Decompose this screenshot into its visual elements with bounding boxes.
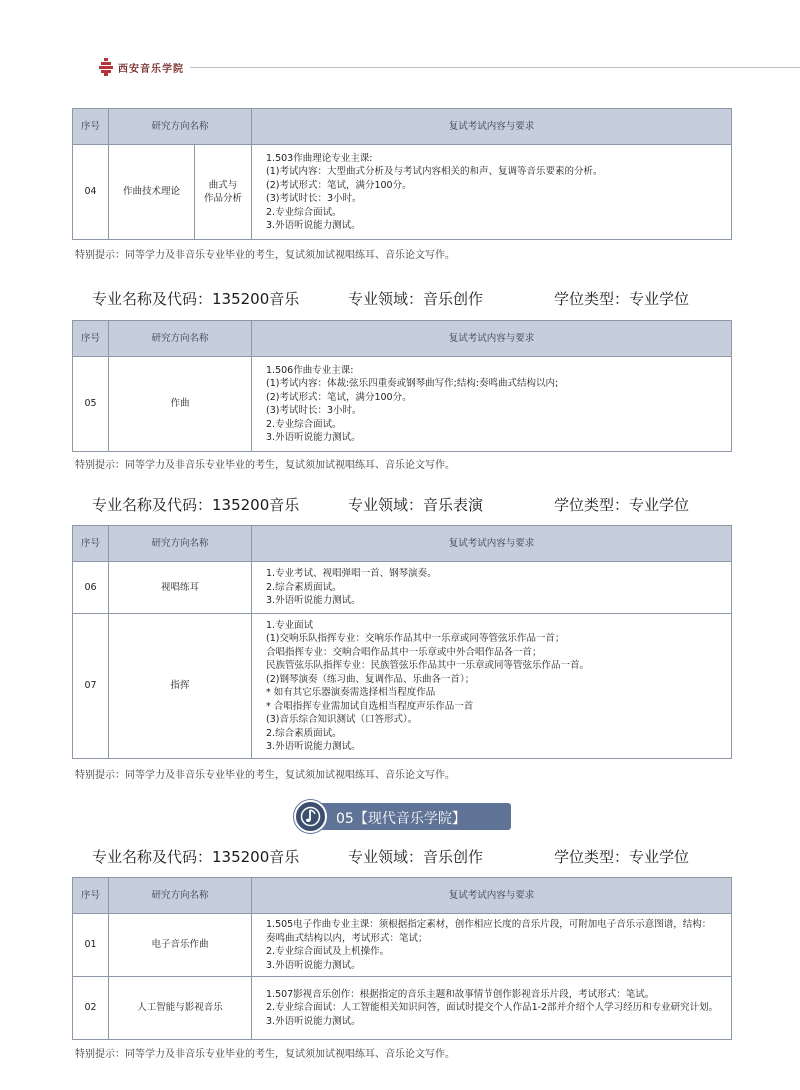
row-requirements: 1.505电子作曲专业主课：须根据指定素材，创作相应长度的音乐片段，可附加电子音乐示意图谱，结构：奏鸣曲式结构以内，考试形式：笔试； 2.专业综合面试及上机操作。 3.外语听说能力测试。 [252,914,732,977]
requirements-table-1 [72,108,732,240]
row-direction: 作曲 [109,357,252,452]
table-row [73,914,732,977]
special-note: 特别提示：同等学力及非音乐专业毕业的考生，复试须加试视唱练耳、音乐论文写作。 [75,460,455,471]
college-name: 05【现代音乐学院】 [336,811,466,827]
header-requirements: 复试考试内容与要求 [252,526,732,562]
major-code: 专业名称及代码：135200音乐 [92,290,300,308]
page-header [0,0,800,90]
row-num: 04 [73,145,109,240]
header-num: 序号 [73,878,109,914]
header-divider [190,67,800,68]
table-row [73,145,732,240]
header-num: 序号 [73,321,109,357]
row-num: 05 [73,357,109,452]
college-badge [294,800,511,833]
major-field: 专业领域：音乐表演 [348,496,484,514]
row-num: 06 [73,562,109,614]
major-field: 专业领域：音乐创作 [348,848,484,866]
table-row [73,562,732,614]
school-name: 西安音乐学院 [118,63,184,75]
row-direction: 视唱练耳 [109,562,252,614]
row-direction: 电子音乐作曲 [109,914,252,977]
row-direction: 人工智能与影视音乐 [109,977,252,1040]
header-num: 序号 [73,526,109,562]
major-field: 专业领域：音乐创作 [348,290,484,308]
table-row [73,977,732,1040]
row-num: 01 [73,914,109,977]
major-code: 专业名称及代码：135200音乐 [92,848,300,866]
special-note: 特别提示：同等学力及非音乐专业毕业的考生，复试须加试视唱练耳、音乐论文写作。 [75,770,455,781]
header-requirements: 复试考试内容与要求 [252,878,732,914]
row-requirements: 1.503作曲理论专业主课: (1)考试内容：大型曲式分析及与考试内容相关的和声、复调等音乐要素的分析。 (2)考试形式：笔试，满分100分。 (3)考试时长：3小时。 2.专业综合面试。 3.外语听说能力测试。 [252,145,732,240]
row-direction: 指挥 [109,614,252,759]
header-requirements: 复试考试内容与要求 [252,321,732,357]
header-direction: 研究方向名称 [109,526,252,562]
table-header-row [73,109,732,145]
header-num: 序号 [73,109,109,145]
school-emblem-icon [98,58,114,76]
table-header-row [73,526,732,562]
table-header-row [73,878,732,914]
degree-type: 学位类型：专业学位 [554,496,690,514]
requirements-table-3 [72,525,732,759]
requirements-table-4 [72,877,732,1040]
school-logo [98,58,184,76]
row-num: 02 [73,977,109,1040]
row-requirements: 1.506作曲专业主课: (1)考试内容：体裁:弦乐四重奏或钢琴曲写作;结构:奏鸣曲式结构以内; (2)考试形式：笔试，满分100分。 (3)考试时长：3小时。 2.专业综合面试。 3.外语听说能力测试。 [252,357,732,452]
major-info-line [92,288,712,310]
major-info-line [92,494,712,516]
requirements-table-2 [72,320,732,452]
header-direction: 研究方向名称 [109,109,252,145]
major-info-line [92,846,712,868]
row-sub-direction: 曲式与 作品分析 [195,145,252,240]
table-row [73,614,732,759]
row-direction: 作曲技术理论 [109,145,195,240]
row-num: 07 [73,614,109,759]
header-direction: 研究方向名称 [109,321,252,357]
row-requirements: 1.专业考试、视唱弹唱一首、钢琴演奏。 2.综合素质面试。 3.外语听说能力测试。 [252,562,732,614]
table-header-row [73,321,732,357]
header-direction: 研究方向名称 [109,878,252,914]
special-note: 特别提示：同等学力及非音乐专业毕业的考生，复试须加试视唱练耳、音乐论文写作。 [75,250,455,261]
header-requirements: 复试考试内容与要求 [252,109,732,145]
row-requirements: 1.专业面试 (1)交响乐队指挥专业：交响乐作品其中一乐章或同等管弦乐作品一首； 合唱指挥专业：交响合唱作品其中一乐章或中外合唱作品各一首； 民族管弦乐队指挥专业：民族管弦乐作品其中一乐章或同等管弦乐作品一首。 (2)钢琴演奏（练习曲、复调作品、乐曲各一首）； * 如有其它乐器演奏需选择相当程度作品 * 合唱指挥专业需加试自选相当程度声乐作品一首 (3)音乐综合知识测试（口答形式）。 2.综合素质面试。 3.外语听说能力测试。 [252,614,732,759]
table-row [73,357,732,452]
major-code: 专业名称及代码：135200音乐 [92,496,300,514]
special-note: 特别提示：同等学力及非音乐专业毕业的考生，复试须加试视唱练耳、音乐论文写作。 [75,1049,455,1060]
degree-type: 学位类型：专业学位 [554,290,690,308]
music-note-icon [294,800,327,833]
degree-type: 学位类型：专业学位 [554,848,690,866]
row-requirements: 1.507影视音乐创作：根据指定的音乐主题和故事情节创作影视音乐片段，考试形式：笔试。 2.专业综合面试：人工智能相关知识问答，面试时提交个人作品1-2部并介绍个人学习经历和专业研究计划。 3.外语听说能力测试。 [252,977,732,1040]
